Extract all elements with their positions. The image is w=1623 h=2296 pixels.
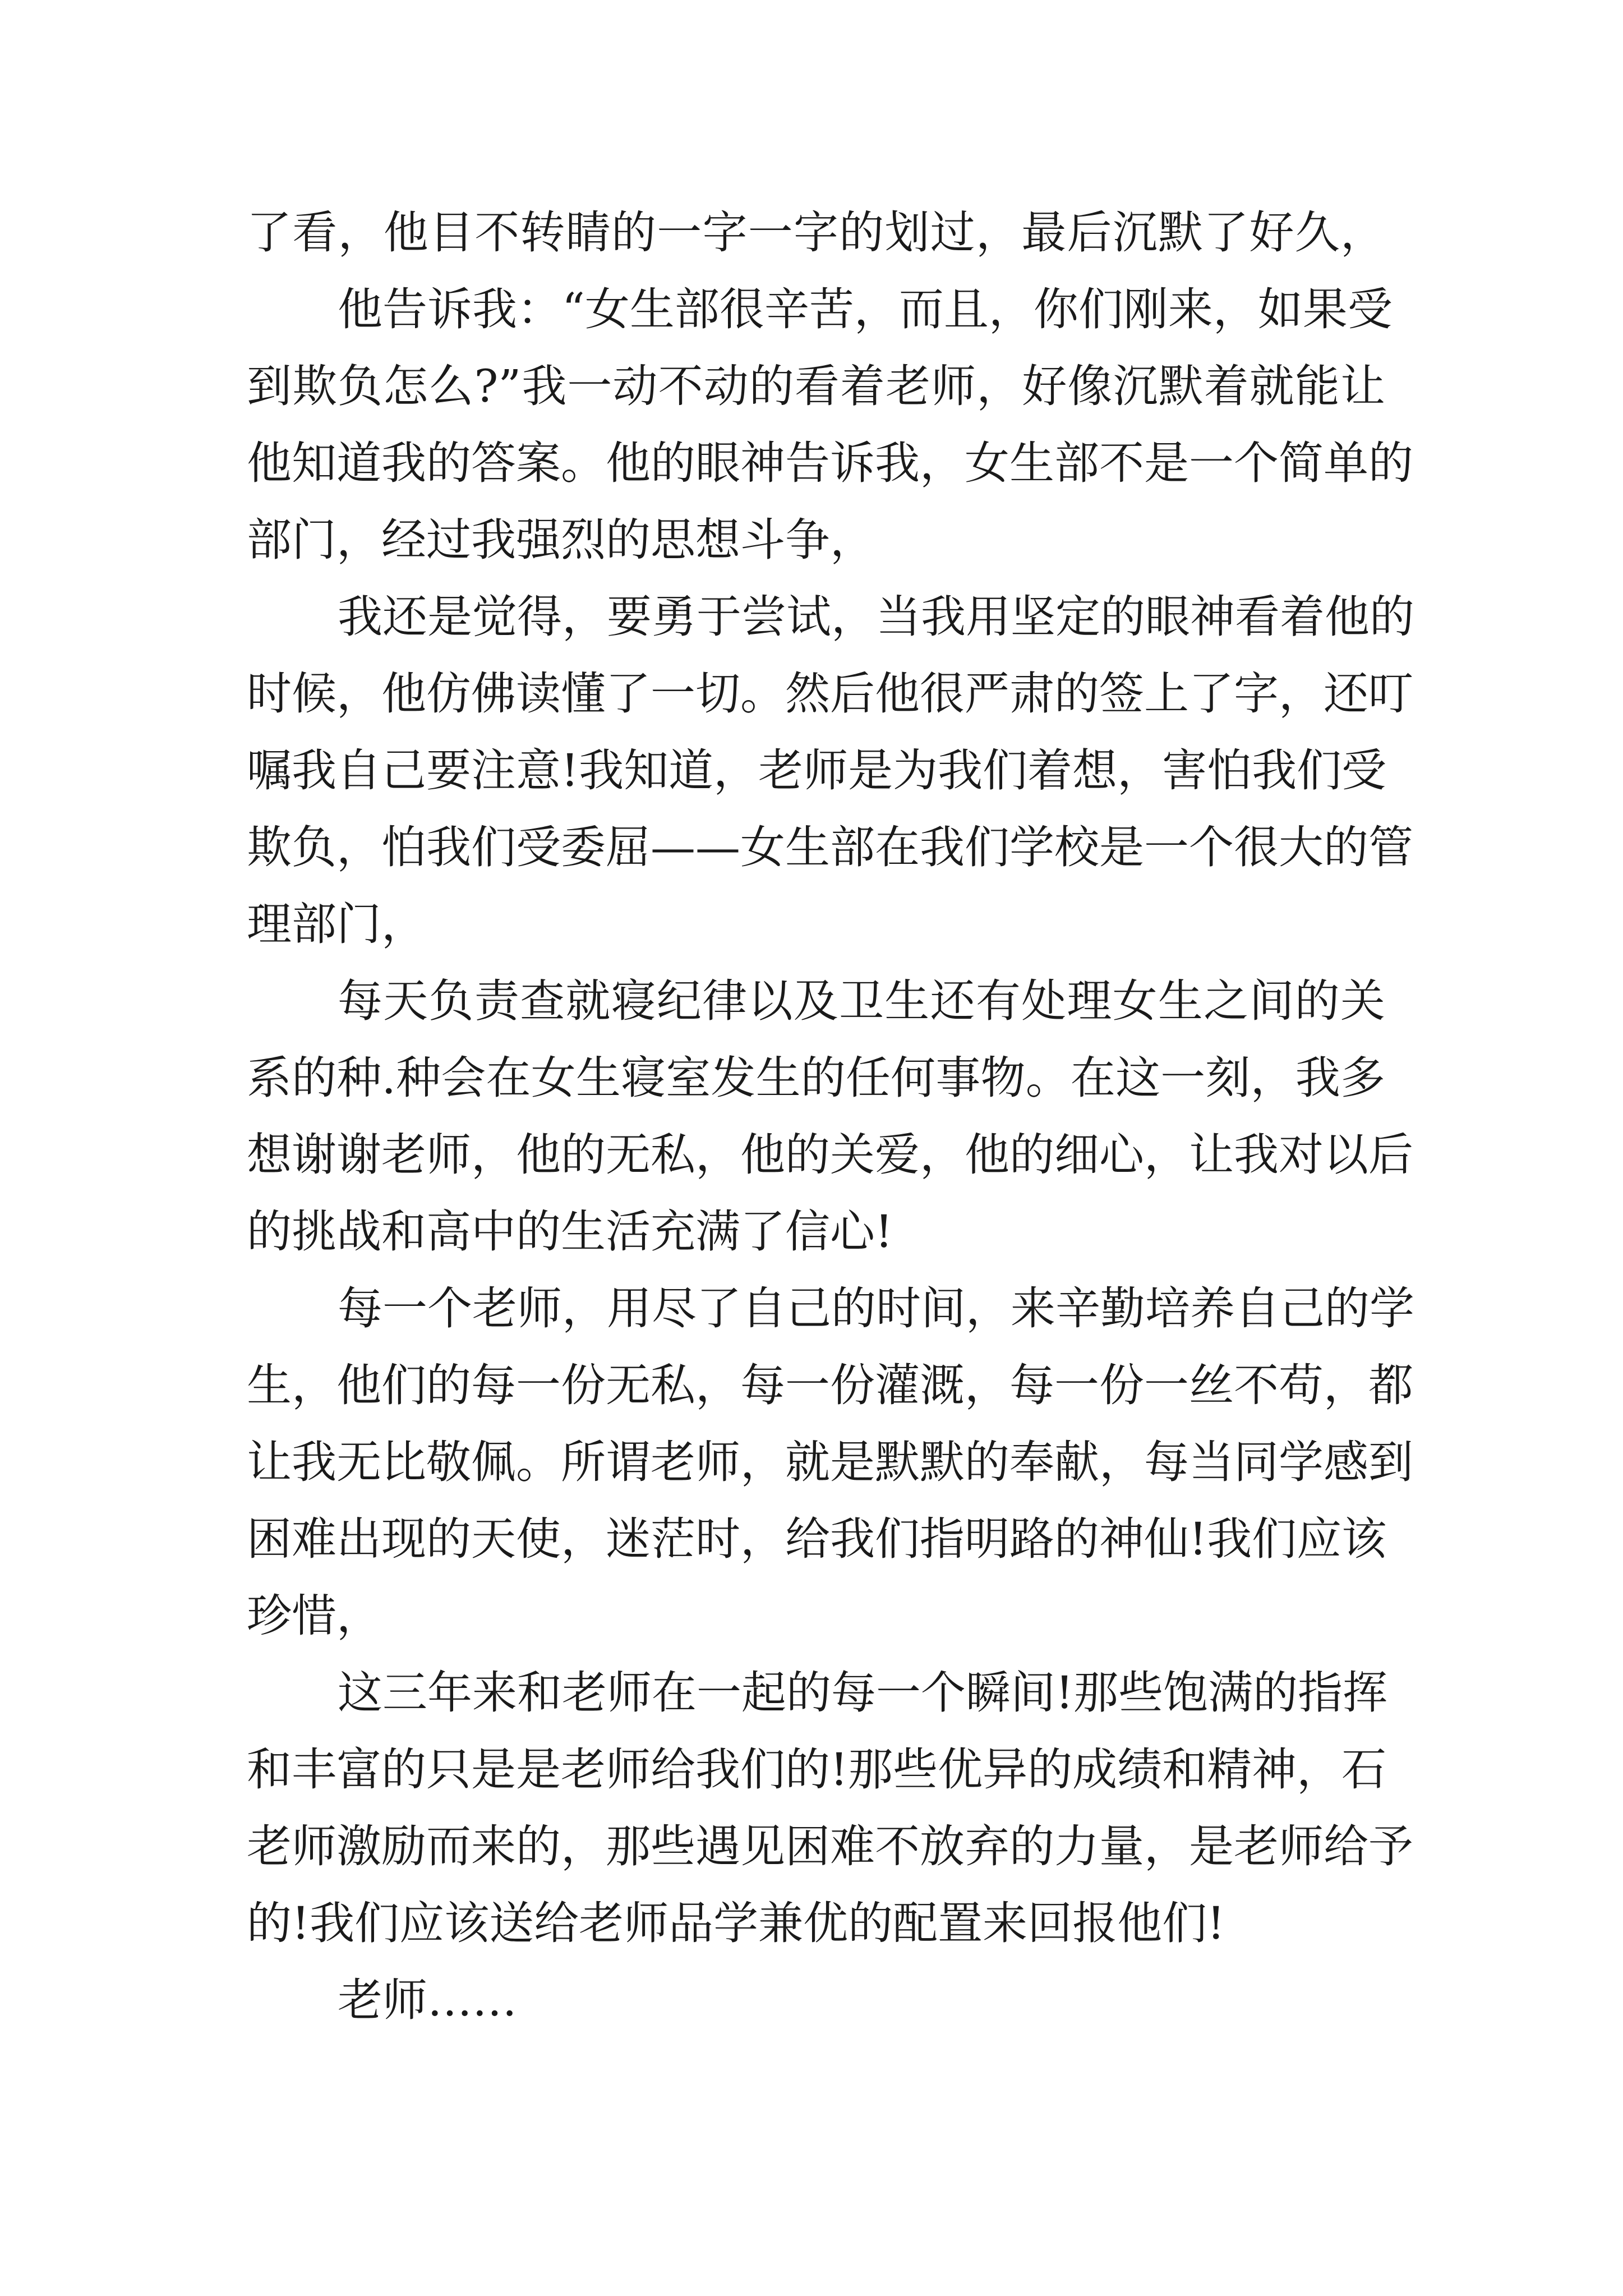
paragraph-start-line: 老师…… [338,1974,517,2026]
text-line: 生，他们的每一份无私，每一份灌溉，每一份一丝不苟，都 [247,1359,1413,1411]
paragraph-start-line: 他告诉我：“女生部很辛苦，而且，你们刚来，如果受 [338,283,1393,335]
body-text [247,194,1414,2039]
text-line: 系的种.种会在女生寝室发生的任何事物。在这一刻，我多 [247,1052,1385,1104]
text-line: 珍惜， [247,1590,381,1642]
text-line: 的!我们应该送给老师品学兼优的配置来回报他们! [247,1897,1225,1949]
paragraph-start-line: 这三年来和老师在一起的每一个瞬间!那些饱满的指挥 [338,1667,1388,1719]
text-line: 老师激励而来的，那些遇见困难不放弃的力量，是老师给予 [247,1820,1413,1872]
text-line: 让我无比敬佩。所谓老师，就是默默的奉献，每当同学感到 [247,1436,1413,1488]
text-line: 困难出现的天使，迷茫时，给我们指明路的神仙!我们应该 [247,1513,1387,1565]
paragraph-start-line: 每一个老师，用尽了自己的时间，来辛勤培养自己的学 [338,1282,1414,1335]
text-line: 时候，他仿佛读懂了一切。然后他很严肃的签上了字，还叮 [247,668,1413,720]
paragraph-start-line: 每天负责查就寝纪律以及卫生还有处理女生之间的关 [338,975,1385,1027]
text-line: 的挑战和高中的生活充满了信心! [247,1205,893,1258]
text-line: 和丰富的只是是老师给我们的!那些优异的成绩和精神，石 [247,1743,1387,1796]
text-line: 到欺负怎么?”我一动不动的看着老师，好像沉默着就能让 [247,360,1385,412]
text-line: 嘱我自己要注意!我知道，老师是为我们着想，害怕我们受 [247,744,1387,797]
text-line: 理部门， [247,898,426,950]
text-line: 部门，经过我强烈的思想斗争， [247,514,875,566]
paragraph-start-line: 我还是觉得，要勇于尝试，当我用坚定的眼神看着他的 [338,591,1414,643]
text-line: 了看，他目不转睛的一字一字的划过，最后沉默了好久， [247,206,1385,259]
text-line: 想谢谢老师，他的无私，他的关爱，他的细心，让我对以后 [247,1129,1413,1181]
text-line: 他知道我的答案。他的眼神告诉我，女生部不是一个简单的 [247,437,1413,489]
text-line: 欺负，怕我们受委屈——女生部在我们学校是一个很大的管 [247,821,1413,873]
